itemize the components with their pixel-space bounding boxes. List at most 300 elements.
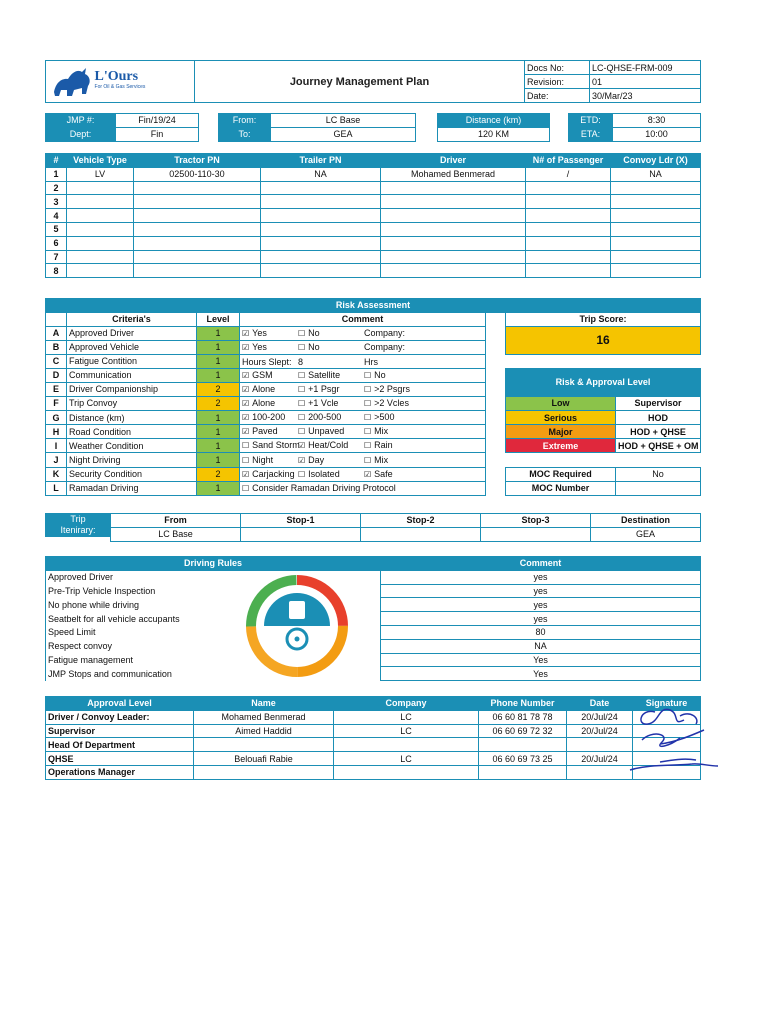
checkbox[interactable]: ☑	[242, 328, 250, 338]
rule-row	[46, 612, 701, 626]
vehicle-table	[45, 153, 701, 278]
option-label: Night	[252, 454, 274, 465]
comment-title: Comment	[381, 557, 701, 571]
moc-required-label: MOC Required	[506, 467, 616, 481]
vehicle-cell[interactable]	[261, 222, 381, 236]
driving-rules-title: Driving Rules	[46, 557, 381, 571]
document-header	[45, 60, 701, 103]
criteria-name: Trip Convoy	[67, 396, 197, 410]
checkbox[interactable]: ☐	[298, 384, 306, 394]
risk-assessment-title: Risk Assessment	[46, 299, 701, 313]
vehicle-header: #	[46, 154, 67, 168]
risk-approval-title: Risk & Approval Level	[506, 368, 701, 396]
option-label: Mix	[374, 426, 389, 437]
risk-row	[46, 411, 701, 425]
driving-rules-table	[45, 556, 701, 681]
row-number: 2	[46, 181, 67, 195]
comment-option	[364, 468, 414, 481]
gap	[486, 354, 506, 368]
vehicle-header: Tractor PN	[134, 154, 261, 168]
rule-comment[interactable]: yes	[381, 584, 701, 598]
risk-row	[46, 396, 701, 410]
jmp-value[interactable]: Fin/19/24	[116, 114, 199, 128]
option-label: No	[308, 341, 320, 352]
approval-cell[interactable]	[479, 765, 567, 779]
checkbox[interactable]: ☐	[298, 469, 306, 479]
vehicle-cell[interactable]: Mohamed Benmerad	[381, 167, 526, 181]
rule-comment[interactable]: Yes	[381, 653, 701, 667]
row-number: 4	[46, 209, 67, 223]
checkbox[interactable]: ☐	[364, 455, 372, 465]
approval-header: Company	[334, 697, 479, 711]
checkbox[interactable]: ☑	[242, 413, 250, 423]
vehicle-cell[interactable]	[381, 250, 526, 264]
option-label: Company:	[364, 328, 406, 339]
approval-cell[interactable]	[334, 738, 479, 752]
driving-safety-emblem-icon	[240, 573, 354, 679]
vehicle-cell[interactable]	[611, 264, 701, 278]
option-label: Day	[308, 454, 325, 465]
rule-row	[46, 570, 701, 584]
comment-option	[242, 369, 298, 382]
trip-score-value: 16	[506, 326, 701, 354]
criteria-name: Ramadan Driving	[67, 481, 197, 495]
level-header: Level	[197, 312, 240, 326]
option-label: Company:	[364, 342, 406, 353]
vehicle-row	[46, 222, 701, 236]
approval-cell[interactable]: Belouafi Rabie	[194, 752, 334, 766]
etd-value[interactable]: 8:30	[613, 114, 701, 128]
rule-name: JMP Stops and communication	[46, 667, 381, 681]
risk-level: 2	[197, 382, 240, 396]
option-label: Sand Storm	[252, 440, 300, 451]
moc-number-label: MOC Number	[506, 481, 616, 495]
option-label: Heat/Cold	[308, 440, 349, 451]
vehicle-row	[46, 209, 701, 223]
gap	[486, 326, 506, 340]
jmp-label: JMP #:	[46, 114, 116, 128]
checkbox[interactable]: ☐	[364, 370, 372, 380]
row-number: 7	[46, 250, 67, 264]
vehicle-cell[interactable]	[611, 236, 701, 250]
checkbox[interactable]: ☑	[242, 469, 250, 479]
checkbox[interactable]: ☐	[242, 455, 250, 465]
vehicle-cell[interactable]	[611, 195, 701, 209]
itinerary-value[interactable]	[481, 527, 591, 541]
rule-name: No phone while driving	[46, 598, 381, 612]
vehicle-row	[46, 250, 701, 264]
comment-option	[364, 454, 414, 467]
option-label: No	[374, 369, 386, 380]
risk-comment	[240, 453, 486, 467]
risk-level: 1	[197, 439, 240, 453]
approval-cell[interactable]	[194, 765, 334, 779]
vehicle-cell[interactable]	[134, 236, 261, 250]
comment-option	[298, 383, 364, 396]
option-label: Carjacking	[252, 468, 295, 479]
rule-comment[interactable]: Yes	[381, 667, 701, 681]
rule-row	[46, 667, 701, 681]
approval-header: Date	[567, 697, 633, 711]
risk-comment	[240, 411, 486, 425]
comment-option	[298, 327, 364, 340]
option-label: Alone	[252, 398, 276, 409]
checkbox[interactable]: ☐	[298, 399, 306, 409]
jmp-info	[45, 113, 199, 142]
dept-value[interactable]: Fin	[116, 127, 199, 141]
vehicle-cell[interactable]	[261, 209, 381, 223]
vehicle-cell[interactable]	[67, 195, 134, 209]
checkbox[interactable]: ☑	[242, 399, 250, 409]
gap	[486, 312, 506, 326]
vehicle-cell[interactable]	[611, 209, 701, 223]
option-label: Isolated	[308, 468, 340, 479]
itinerary-label: Itenirary:	[60, 525, 96, 535]
approval-cell[interactable]: 06 60 69 72 32	[479, 724, 567, 738]
comment-option	[242, 356, 298, 368]
checkbox[interactable]: ☐	[364, 441, 372, 451]
revision-value: 01	[590, 75, 701, 89]
approval-header: Signature	[633, 697, 701, 711]
rule-comment[interactable]: yes	[381, 612, 701, 626]
rule-name: Respect convoy	[46, 639, 381, 653]
vehicle-cell[interactable]	[134, 181, 261, 195]
route-info	[218, 113, 416, 142]
vehicle-cell[interactable]	[261, 250, 381, 264]
vehicle-cell[interactable]	[67, 236, 134, 250]
checkbox[interactable]: ☐	[298, 328, 306, 338]
gap	[486, 382, 506, 396]
rule-row	[46, 625, 701, 639]
vehicle-cell[interactable]	[526, 209, 611, 223]
criteria-name: Driver Companionship	[67, 382, 197, 396]
rule-comment[interactable]: yes	[381, 570, 701, 584]
approval-cell[interactable]: 20/Jul/24	[567, 724, 633, 738]
vehicle-cell[interactable]	[526, 250, 611, 264]
risk-level: 1	[197, 354, 240, 368]
from-value[interactable]: LC Base	[271, 114, 416, 128]
vehicle-cell[interactable]	[67, 250, 134, 264]
criteria-key: A	[46, 326, 67, 340]
approval-cell[interactable]: 06 60 69 73 25	[479, 752, 567, 766]
approval-cell[interactable]	[479, 738, 567, 752]
vehicle-cell[interactable]	[134, 264, 261, 278]
criteria-key: D	[46, 368, 67, 382]
comment-option	[298, 397, 364, 410]
vehicle-cell[interactable]	[381, 209, 526, 223]
approval-authority: HOD	[616, 411, 701, 425]
etd-label: ETD:	[569, 114, 613, 128]
risk-level: 1	[197, 326, 240, 340]
gap	[506, 354, 701, 368]
rule-name: Seatbelt for all vehicle accupants	[46, 612, 381, 626]
comment-option	[298, 454, 364, 467]
risk-row	[46, 425, 701, 439]
option-label: Hrs	[364, 356, 378, 367]
to-value[interactable]: GEA	[271, 127, 416, 141]
moc-number-value[interactable]	[616, 481, 701, 495]
rule-comment[interactable]: NA	[381, 639, 701, 653]
vehicle-cell[interactable]	[611, 181, 701, 195]
criteria-key: J	[46, 453, 67, 467]
itinerary-header: Stop-3	[481, 514, 591, 528]
comment-option	[298, 341, 364, 354]
eta-label: ETA:	[569, 127, 613, 141]
date-value: 30/Mar/23	[590, 89, 701, 103]
vehicle-cell[interactable]: NA	[611, 167, 701, 181]
checkbox[interactable]: ☑	[242, 427, 250, 437]
comment-option	[364, 383, 414, 396]
risk-level: 1	[197, 368, 240, 382]
approval-cell[interactable]: 20/Jul/24	[567, 710, 633, 724]
comment-option	[364, 425, 414, 438]
criteria-key: B	[46, 340, 67, 354]
itinerary-value[interactable]	[361, 527, 481, 541]
time-info	[568, 113, 701, 142]
option-label: 100-200	[252, 412, 286, 423]
approval-header: Name	[194, 697, 334, 711]
vehicle-cell[interactable]: 02500-110-30	[134, 167, 261, 181]
checkbox[interactable]: ☑	[242, 342, 250, 352]
comment-option	[364, 397, 414, 410]
approval-cell[interactable]: LC	[334, 724, 479, 738]
checkbox[interactable]: ☑	[298, 455, 306, 465]
checkbox[interactable]: ☐	[298, 413, 306, 423]
vehicle-header: Trailer PN	[261, 154, 381, 168]
risk-level: 1	[197, 481, 240, 495]
vehicle-cell[interactable]	[261, 181, 381, 195]
itinerary-header: Stop-2	[361, 514, 481, 528]
vehicle-cell[interactable]	[134, 195, 261, 209]
criteria-name: Security Condition	[67, 467, 197, 481]
comment-option	[242, 468, 298, 481]
checkbox[interactable]: ☐	[364, 399, 372, 409]
vehicle-cell[interactable]	[526, 181, 611, 195]
checkbox[interactable]: ☑	[298, 441, 306, 451]
vehicle-cell[interactable]	[134, 209, 261, 223]
vehicle-header: Convoy Ldr (X)	[611, 154, 701, 168]
checkbox[interactable]: ☐	[364, 427, 372, 437]
risk-comment	[240, 467, 486, 481]
approval-cell[interactable]: Aimed Haddid	[194, 724, 334, 738]
comment-option	[364, 411, 414, 424]
row-number: 6	[46, 236, 67, 250]
vehicle-cell[interactable]	[526, 222, 611, 236]
criteria-name: Communication	[67, 368, 197, 382]
comment-option	[298, 356, 364, 368]
criteria-name: Approved Vehicle	[67, 340, 197, 354]
comment-option	[298, 411, 364, 424]
criteria-name: Weather Condition	[67, 439, 197, 453]
trip-itinerary-label	[46, 514, 111, 537]
date-label: Date:	[525, 89, 590, 103]
dept-label: Dept:	[46, 127, 116, 141]
itinerary-value[interactable]: LC Base	[111, 527, 241, 541]
itinerary-value[interactable]: GEA	[591, 527, 701, 541]
rule-name: Approved Driver	[46, 570, 381, 584]
criteria-key: H	[46, 425, 67, 439]
moc-required-value[interactable]: No	[616, 467, 701, 481]
comment-option	[242, 341, 298, 354]
risk-row	[46, 453, 701, 467]
risk-level: 1	[197, 425, 240, 439]
risk-level: 2	[197, 467, 240, 481]
gap	[486, 439, 506, 453]
vehicle-cell[interactable]	[381, 222, 526, 236]
option-label: Safe	[374, 468, 393, 479]
revision-label: Revision:	[525, 75, 590, 89]
checkbox[interactable]: ☐	[364, 413, 372, 423]
gap	[486, 481, 506, 495]
rule-name: Fatigue management	[46, 653, 381, 667]
gap	[486, 411, 506, 425]
logo-tagline: For Oil & Gas Services	[94, 83, 146, 90]
vehicle-cell[interactable]	[134, 222, 261, 236]
criteria-key: F	[46, 396, 67, 410]
vehicle-cell[interactable]	[381, 195, 526, 209]
vehicle-cell[interactable]	[526, 195, 611, 209]
rule-name: Pre-Trip Vehicle Inspection	[46, 584, 381, 598]
approval-cell[interactable]: 20/Jul/24	[567, 752, 633, 766]
option-label: Mix	[374, 454, 389, 465]
distance-info	[437, 113, 550, 142]
approval-cell[interactable]	[194, 738, 334, 752]
criteria-name: Road Condition	[67, 425, 197, 439]
itinerary-header: Stop-1	[241, 514, 361, 528]
option-label: Alone	[252, 383, 276, 394]
vehicle-cell[interactable]	[526, 236, 611, 250]
comment-option	[364, 369, 414, 382]
vehicle-cell[interactable]	[381, 264, 526, 278]
signature-scribble	[600, 700, 725, 780]
approval-cell[interactable]: Mohamed Benmerad	[194, 710, 334, 724]
option-label: Consider Ramadan Driving Protocol	[252, 482, 396, 493]
vehicle-cell[interactable]	[67, 181, 134, 195]
vehicle-cell[interactable]	[381, 236, 526, 250]
risk-comment	[240, 396, 486, 410]
option-label: Hours Slept:	[242, 356, 292, 367]
risk-comment	[240, 439, 486, 453]
comment-option	[242, 327, 298, 340]
vehicle-row	[46, 181, 701, 195]
risk-comment	[240, 354, 486, 368]
comment-option	[364, 327, 414, 339]
comment-header: Comment	[240, 312, 486, 326]
checkbox[interactable]: ☑	[242, 370, 250, 380]
vehicle-cell[interactable]	[261, 195, 381, 209]
rule-comment[interactable]: yes	[381, 598, 701, 612]
checkbox[interactable]: ☐	[242, 441, 250, 451]
approval-cell[interactable]	[334, 765, 479, 779]
distance-value[interactable]: 120 KM	[438, 127, 550, 141]
bear-logo-icon	[52, 66, 92, 98]
itinerary-grid	[110, 513, 701, 542]
approval-cell[interactable]: LC	[334, 710, 479, 724]
vehicle-cell[interactable]	[67, 209, 134, 223]
risk-level: 1	[197, 411, 240, 425]
checkbox[interactable]: ☐	[242, 483, 250, 493]
risk-comment	[240, 425, 486, 439]
vehicle-cell[interactable]	[67, 264, 134, 278]
gap	[486, 396, 506, 410]
criteria-name: Approved Driver	[67, 326, 197, 340]
vehicle-cell[interactable]	[381, 181, 526, 195]
itinerary-header: Destination	[591, 514, 701, 528]
rule-comment[interactable]: 80	[381, 625, 701, 639]
vehicle-cell[interactable]	[261, 264, 381, 278]
criteria-key: K	[46, 467, 67, 481]
risk-comment	[240, 481, 486, 495]
checkbox[interactable]: ☐	[298, 370, 306, 380]
gap	[486, 467, 506, 481]
vehicle-cell[interactable]	[134, 250, 261, 264]
document-title: Journey Management Plan	[195, 61, 525, 103]
approval-level-extreme: Extreme	[506, 439, 616, 453]
approval-level-major: Major	[506, 425, 616, 439]
gap	[486, 340, 506, 354]
approval-role: QHSE	[46, 752, 194, 766]
itinerary-value[interactable]	[241, 527, 361, 541]
approval-cell[interactable]: LC	[334, 752, 479, 766]
vehicle-header: Vehicle Type	[67, 154, 134, 168]
vehicle-cell[interactable]	[611, 222, 701, 236]
vehicle-header: Driver	[381, 154, 526, 168]
rule-row	[46, 584, 701, 598]
criteria-key: L	[46, 481, 67, 495]
criteria-key: I	[46, 439, 67, 453]
to-label: To:	[219, 127, 271, 141]
option-label: No	[308, 327, 320, 338]
comment-option	[242, 425, 298, 438]
approval-role: Supervisor	[46, 724, 194, 738]
checkbox[interactable]: ☑	[242, 384, 250, 394]
option-label: +1 Psgr	[308, 383, 340, 394]
checkbox[interactable]: ☐	[364, 384, 372, 394]
vehicle-row	[46, 236, 701, 250]
trip-label: Trip	[70, 514, 86, 524]
criteria-header: Criteria's	[67, 312, 197, 326]
vehicle-cell[interactable]: NA	[261, 167, 381, 181]
approval-authority: HOD + QHSE + OM	[616, 439, 701, 453]
approval-header: Phone Number	[479, 697, 567, 711]
approval-cell[interactable]: 06 60 81 78 78	[479, 710, 567, 724]
vehicle-cell[interactable]: /	[526, 167, 611, 181]
vehicle-header: N# of Passenger	[526, 154, 611, 168]
vehicle-cell[interactable]	[67, 222, 134, 236]
vehicle-cell[interactable]	[611, 250, 701, 264]
eta-value[interactable]: 10:00	[613, 127, 701, 141]
risk-row	[46, 481, 701, 495]
approval-header: Approval Level	[46, 697, 194, 711]
option-label: Unpaved	[308, 426, 345, 437]
checkbox[interactable]: ☐	[298, 342, 306, 352]
rule-row	[46, 639, 701, 653]
checkbox[interactable]: ☐	[298, 427, 306, 437]
vehicle-cell[interactable]	[526, 264, 611, 278]
approval-authority: Supervisor	[616, 396, 701, 410]
criteria-name: Night Driving	[67, 453, 197, 467]
vehicle-cell[interactable]: LV	[67, 167, 134, 181]
checkbox[interactable]: ☑	[364, 469, 372, 479]
criteria-name: Fatigue Contition	[67, 354, 197, 368]
docs-no-label: Docs No:	[525, 61, 590, 75]
vehicle-cell[interactable]	[261, 236, 381, 250]
from-label: From:	[219, 114, 271, 128]
option-label: >500	[374, 412, 395, 423]
docs-no-value: LC-QHSE-FRM-009	[590, 61, 701, 75]
criteria-name: Distance (km)	[67, 411, 197, 425]
option-label: +1 Vcle	[308, 398, 339, 409]
